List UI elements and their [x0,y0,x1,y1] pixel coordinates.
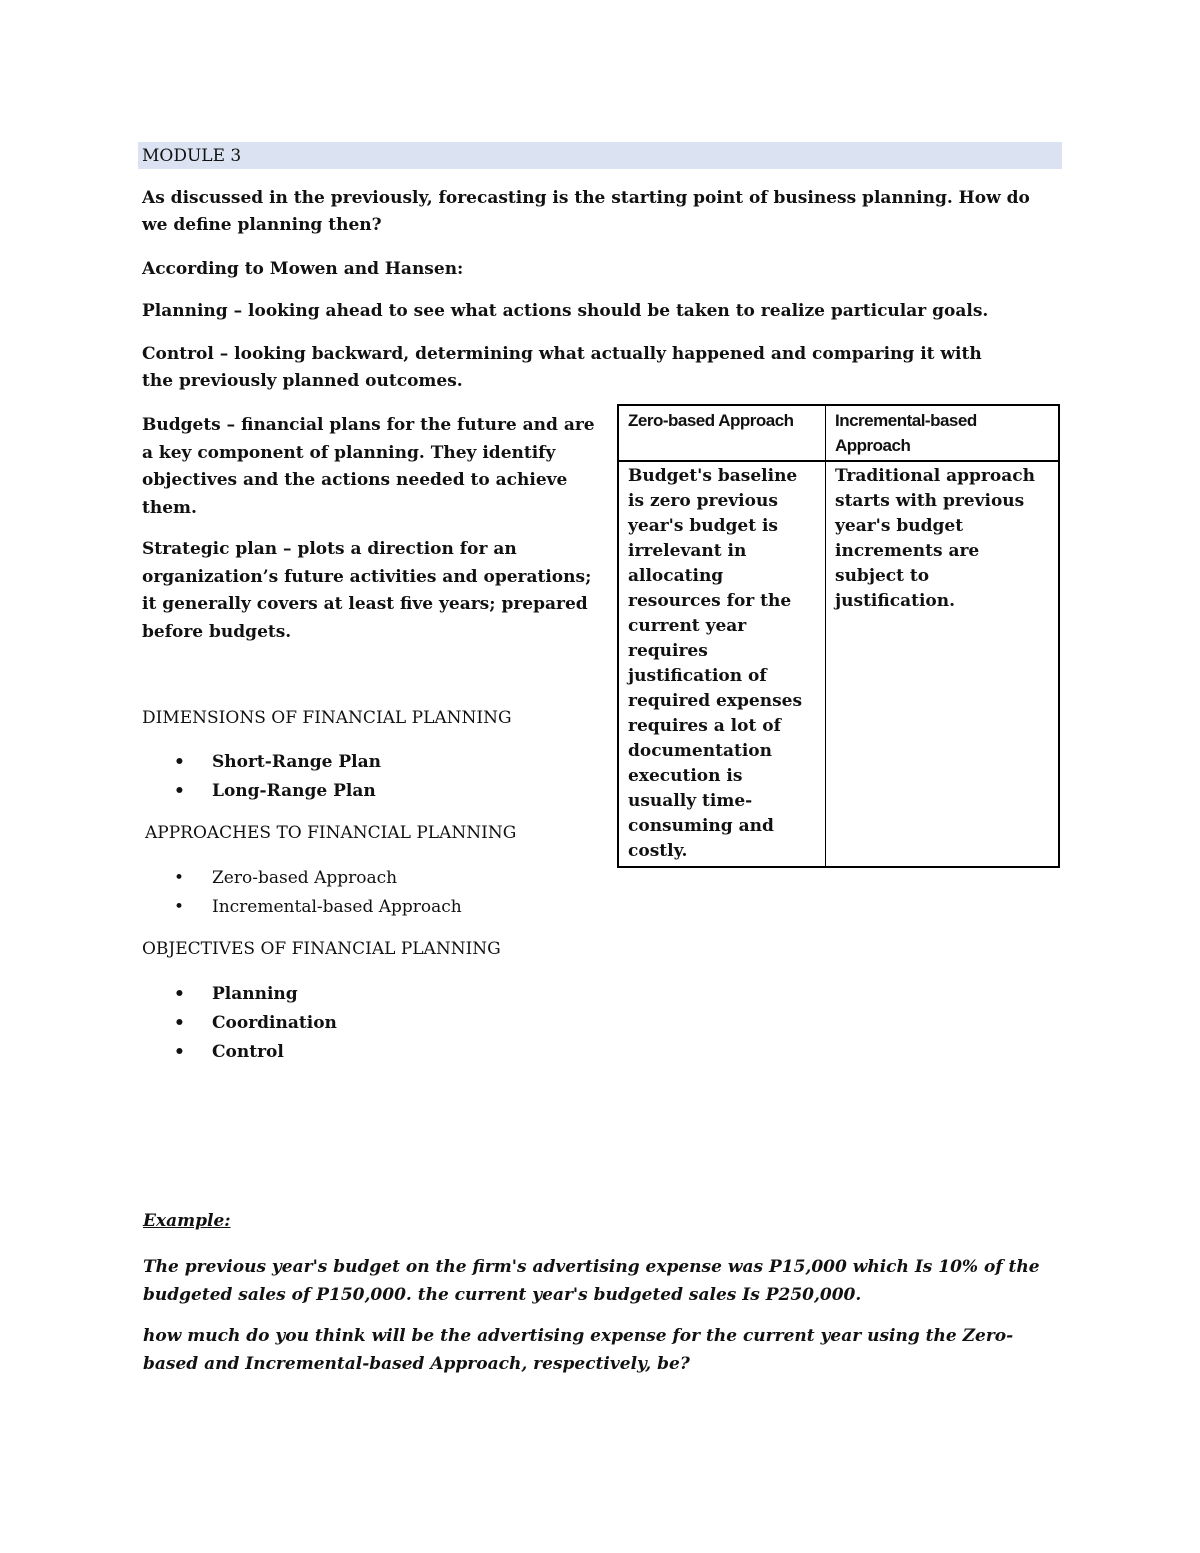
example-paragraph-1: The previous year's budget on the firm's advertising expense was P15,000 which Is 10% of the budgeted sales of P150,000. the current year's budgeted sales Is P250,000. [143,1257,1040,1305]
bullet-icon: • [174,868,185,888]
header-zero-based: Zero-based Approach [618,405,826,461]
example-label: Example: [143,1211,231,1231]
list-item: • Planning [142,980,337,1009]
list-item: • Long-Range Plan [142,777,381,806]
bullet-icon: • [174,752,185,772]
list-item: • Incremental-based Approach [142,893,462,922]
bullet-icon: • [174,897,185,917]
list-item: • Short-Range Plan [142,748,381,777]
incremental-based-description: Traditional approach starts with previous year's budget increments are subject to justification. [826,461,1060,867]
table-row [618,461,1059,867]
module-heading-bar [138,142,1062,169]
approach-comparison-table [617,404,1060,868]
intro-paragraph: As discussed in the previously, forecasting is the starting point of business planning. How do we define planning then? [142,188,1030,235]
header-incremental-based: Incremental-based Approach [826,405,1060,461]
module-title: MODULE 3 [142,146,242,166]
bullet-icon: • [174,1013,185,1033]
objectives-list [142,980,337,1067]
bullet-icon: • [174,984,185,1004]
table-header-row [618,405,1059,461]
list-item: • Zero-based Approach [142,864,462,893]
objectives-title: OBJECTIVES OF FINANCIAL PLANNING [142,939,501,959]
strategic-plan-definition: Strategic plan – plots a direction for an organization’s future activities and operations; it generally covers at least five years; prepared before budgets. [142,539,592,642]
list-item: • Coordination [142,1009,337,1038]
zero-based-description: Budget's baseline is zero previous year's budget is irrelevant in allocating resources for the current year requires justification of required expenses requires a lot of documentation execution is usually time-consuming and costly. [618,461,826,867]
control-definition: Control – looking backward, determining what actually happened and comparing it with the previously planned outcomes. [142,344,982,391]
according-line: According to Mowen and Hansen: [142,259,464,279]
dimensions-title: DIMENSIONS OF FINANCIAL PLANNING [142,708,512,728]
approaches-title: APPROACHES TO FINANCIAL PLANNING [145,823,517,843]
approaches-list [142,864,462,922]
list-item: • Control [142,1038,337,1067]
bullet-icon: • [174,1042,185,1062]
dimensions-list [142,748,381,806]
example-paragraph-2: how much do you think will be the advertising expense for the current year using the Zero-based and Incremental-based Approach, respectively, be? [143,1326,1014,1374]
budgets-definition: Budgets – financial plans for the future and are a key component of planning. They identify objectives and the actions needed to achieve them. [142,415,595,518]
planning-definition: Planning – looking ahead to see what actions should be taken to realize particular goals. [142,301,989,321]
bullet-icon: • [174,781,185,801]
